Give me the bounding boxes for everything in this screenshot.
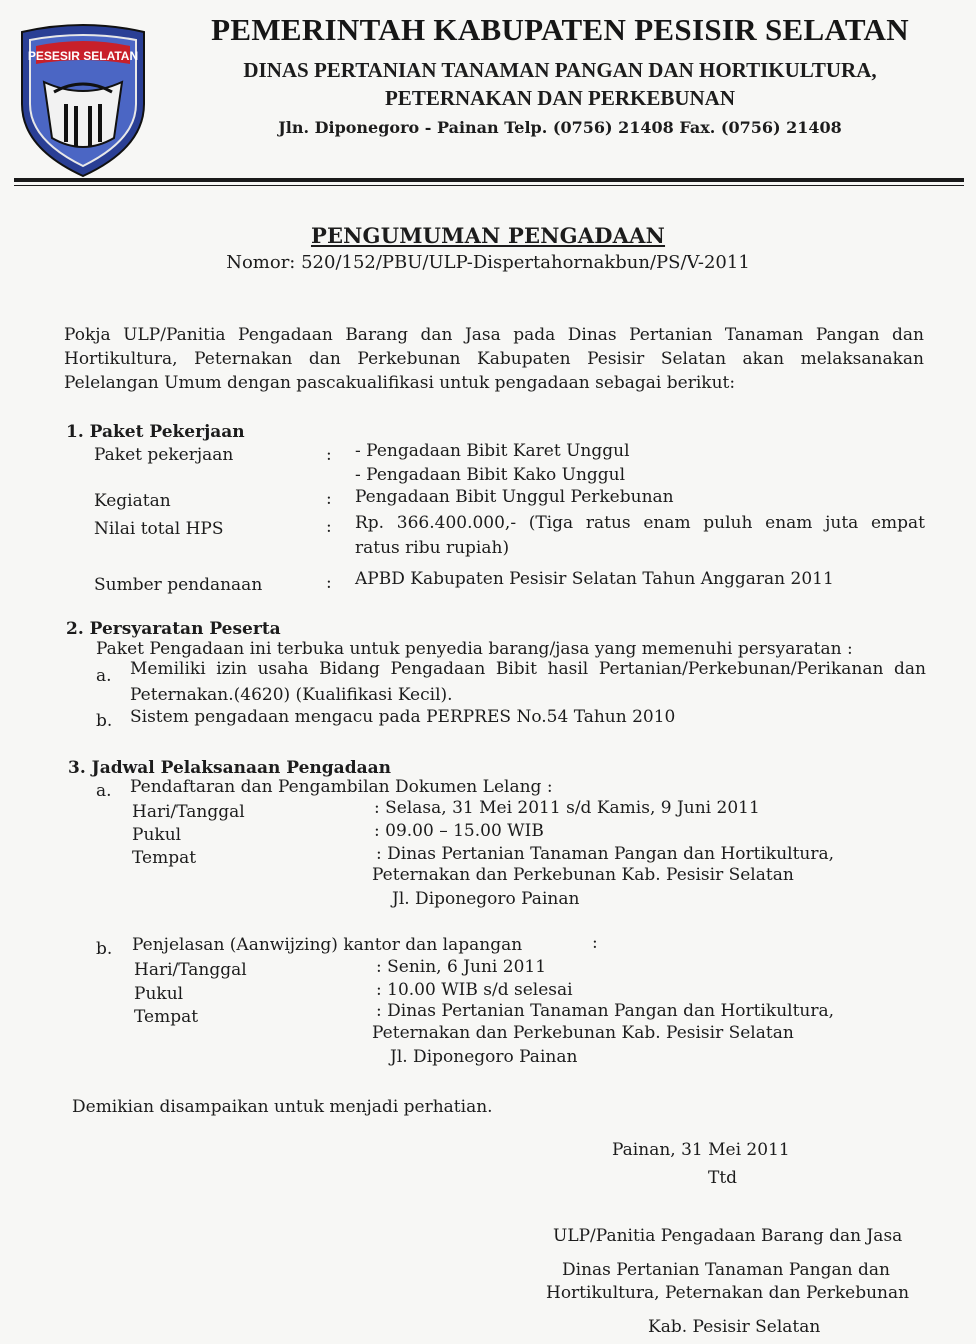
letterhead-address: Jln. Diponegoro - Painan Telp. (0756) 21408 Fax. (0756) 21408 xyxy=(278,118,842,137)
s3a-value-place-3: Jl. Diponegoro Painan xyxy=(392,889,580,909)
s1-label-sumber: Sumber pendanaan xyxy=(94,575,263,595)
section2-lead: Paket Pengadaan ini terbuka untuk penyedia barang/jasa yang memenuhi persyaratan : xyxy=(96,639,853,659)
s3a-heading: Pendaftaran dan Pengambilan Dokumen Lelang : xyxy=(130,777,553,797)
letterhead-agency-line1: DINAS PERTANIAN TANAMAN PANGAN DAN HORTIKULTURA, xyxy=(243,58,877,82)
s1-value-hps-2: ratus ribu rupiah) xyxy=(355,538,510,558)
s3b-value-place-2: Peternakan dan Perkebunan Kab. Pesisir Selatan xyxy=(372,1023,794,1043)
regency-emblem-icon xyxy=(14,20,152,180)
document-number: Nomor: 520/152/PBU/ULP-Dispertahornakbun/PS/V-2011 xyxy=(226,252,750,273)
s1-value-paket-2: - Pengadaan Bibit Kako Unggul xyxy=(355,465,626,485)
letterhead-rule-thick xyxy=(14,178,964,182)
signature-line-3: Hortikultura, Peternakan dan Perkebunan xyxy=(546,1283,910,1303)
signature-line-2: Dinas Pertanian Tanaman Pangan dan xyxy=(562,1260,890,1280)
s1-label-kegiatan: Kegiatan xyxy=(94,491,171,511)
s3b-value-date: : Senin, 6 Juni 2011 xyxy=(376,957,547,977)
s2-item-a-marker: a. xyxy=(96,666,112,686)
intro-line-1: Pokja ULP/Panitia Pengadaan Barang dan Jasa pada Dinas Pertanian Tanaman Pangan dan xyxy=(64,325,924,345)
s3b-value-place-1: : Dinas Pertanian Tanaman Pangan dan Hortikultura, xyxy=(376,1001,835,1021)
intro-line-2: Hortikultura, Peternakan dan Perkebunan Kabupaten Pesisir Selatan akan melaksanakan xyxy=(64,349,924,369)
s3a-label-place: Tempat xyxy=(132,848,197,868)
letterhead-government: PEMERINTAH KABUPATEN PESISIR SELATAN xyxy=(211,12,909,47)
s1-colon: : xyxy=(326,489,332,509)
signature-ttd: Ttd xyxy=(708,1168,738,1188)
s1-value-paket-1: - Pengadaan Bibit Karet Unggul xyxy=(355,441,630,461)
s2-item-b-marker: b. xyxy=(96,711,113,731)
s3a-value-time: : 09.00 – 15.00 WIB xyxy=(374,821,544,841)
s1-colon: : xyxy=(326,517,332,537)
s3a-value-place-2: Peternakan dan Perkebunan Kab. Pesisir Selatan xyxy=(372,865,794,885)
s1-value-kegiatan: Pengadaan Bibit Unggul Perkebunan xyxy=(355,487,674,507)
s3b-label-place: Tempat xyxy=(134,1007,199,1027)
s3a-label-date: Hari/Tanggal xyxy=(132,802,245,822)
s1-value-sumber: APBD Kabupaten Pesisir Selatan Tahun Anggaran 2011 xyxy=(355,569,834,589)
s3b-heading: Penjelasan (Aanwijzing) kantor dan lapangan xyxy=(132,935,523,955)
signature-line-4: Kab. Pesisir Selatan xyxy=(648,1317,821,1337)
s3a-value-date: : Selasa, 31 Mei 2011 s/d Kamis, 9 Juni 2011 xyxy=(374,798,760,818)
section3-heading: 3. Jadwal Pelaksanaan Pengadaan xyxy=(68,758,391,778)
s1-colon: : xyxy=(326,445,332,465)
signature-line-1: ULP/Panitia Pengadaan Barang dan Jasa xyxy=(553,1226,903,1246)
s3b-heading-colon: : xyxy=(592,933,598,953)
s3b-marker: b. xyxy=(96,939,113,959)
emblem-text: PESESIR SELATAN xyxy=(27,49,139,63)
closing-sentence: Demikian disampaikan untuk menjadi perhatian. xyxy=(72,1097,493,1117)
s2-item-a-line1: Memiliki izin usaha Bidang Pengadaan Bibit hasil Pertanian/Perkebunan/Perikanan dan xyxy=(130,659,926,679)
s3a-label-time: Pukul xyxy=(132,825,182,845)
s3b-label-date: Hari/Tanggal xyxy=(134,960,247,980)
section1-heading: 1. Paket Pekerjaan xyxy=(66,422,245,442)
s1-colon: : xyxy=(326,573,332,593)
intro-line-3: Pelelangan Umum dengan pascakualifikasi untuk pengadaan sebagai berikut: xyxy=(64,373,736,393)
letterhead-agency-line2: PETERNAKAN DAN PERKEBUNAN xyxy=(384,86,736,110)
s3b-label-time: Pukul xyxy=(134,984,184,1004)
signature-place-date: Painan, 31 Mei 2011 xyxy=(612,1140,790,1160)
section2-heading: 2. Persyaratan Peserta xyxy=(66,619,281,639)
s1-label-paket: Paket pekerjaan xyxy=(94,445,234,465)
s3b-value-place-3: Jl. Diponegoro Painan xyxy=(390,1047,578,1067)
s3a-value-place-1: : Dinas Pertanian Tanaman Pangan dan Hortikultura, xyxy=(376,844,835,864)
letterhead-rule-thin xyxy=(14,185,964,186)
document-title: PENGUMUMAN PENGADAAN xyxy=(310,223,666,248)
s3a-marker: a. xyxy=(96,781,112,801)
s2-item-a-line2: Peternakan.(4620) (Kualifikasi Kecil). xyxy=(130,685,453,705)
s3b-value-time: : 10.00 WIB s/d selesai xyxy=(376,980,573,1000)
s1-value-hps-1: Rp. 366.400.000,- (Tiga ratus enam puluh enam juta empat xyxy=(355,513,925,533)
s1-label-hps: Nilai total HPS xyxy=(94,519,224,539)
s2-item-b-line1: Sistem pengadaan mengacu pada PERPRES No.54 Tahun 2010 xyxy=(130,707,676,727)
